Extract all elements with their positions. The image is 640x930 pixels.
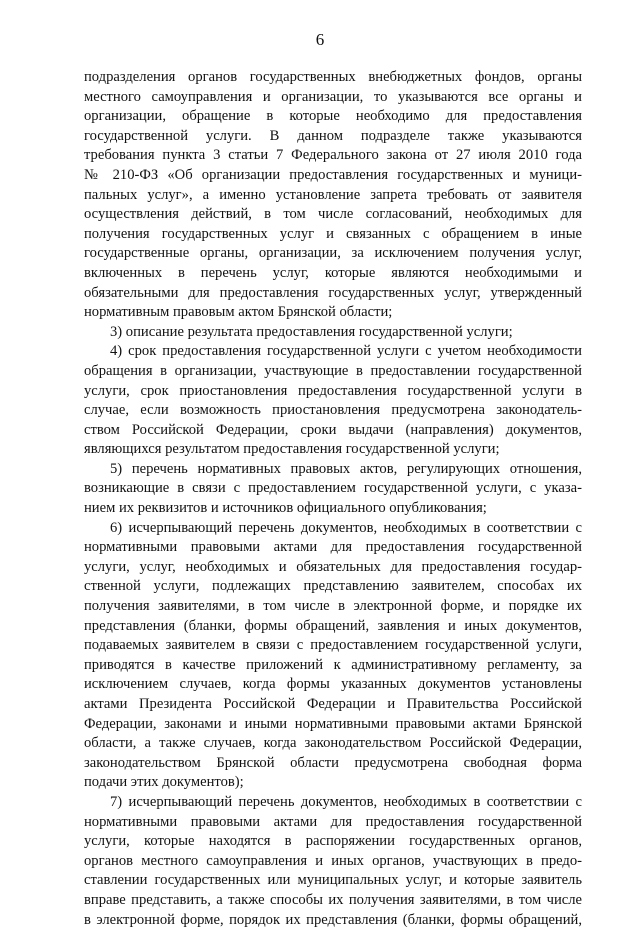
- text-line: услуги, услуг, необходимых и обязательных для предоставления государ-: [84, 558, 582, 575]
- text-line: включенных в перечень услуг, которые являются необходимыми и: [84, 264, 582, 281]
- text-line: ставлении государственных или муниципальных услуг, и которые заявитель: [84, 872, 582, 889]
- text-line: пальных услуг», а именно установление запрета требовать от заявителя: [84, 186, 582, 203]
- paragraph-1: [84, 68, 582, 323]
- paragraph-item-3: [84, 323, 582, 343]
- page-number: 6: [315, 30, 325, 49]
- document-body: [84, 68, 582, 930]
- text-line: законодательством Брянской области предусмотрена свободная форма: [84, 754, 582, 771]
- text-line: случае, если возможность приостановления предусмотрена законодатель-: [84, 402, 582, 419]
- text-line: представления (бланки, формы обращений, заявления и иных документов,: [84, 617, 582, 634]
- text-line: подачи этих документов);: [84, 774, 244, 791]
- text-line: Федерации, законами и иными нормативными правовыми актами Брянской: [84, 715, 582, 732]
- text-line: услуги, которые находятся в распоряжении государственных органов,: [84, 833, 582, 850]
- text-line: 6) исчерпывающий перечень документов, необходимых в соответствии с: [110, 519, 582, 536]
- text-line: органов местного самоуправления и иных органов, участвующих в предо-: [84, 852, 582, 869]
- paragraph-item-7: [84, 793, 582, 930]
- text-line: возникающие в связи с предоставлением государственной услуги, с указа-: [84, 480, 582, 497]
- text-line: получения государственных услуг и связанных с обращением в иные: [84, 225, 582, 242]
- text-line: в электронной форме, порядок их представления (бланки, формы обращений,: [84, 911, 582, 928]
- text-line: нормативными правовыми актами для предоставления государственной: [84, 539, 582, 556]
- paragraph-item-4: [84, 342, 582, 460]
- text-line: государственной услуги. В данном подразделе также указываются: [84, 127, 582, 144]
- paragraph-item-6: [84, 519, 582, 793]
- text-line: местного самоуправления и организации, то указываются все органы и: [84, 88, 582, 105]
- text-line: ством Российской Федерации, сроки выдачи (направления) документов,: [84, 421, 582, 438]
- text-line: нием их реквизитов и источников официального опубликования;: [84, 500, 487, 517]
- text-line: 3) описание результата предоставления государственной услуги;: [110, 323, 513, 340]
- text-line: актами Президента Российской Федерации и Правительства Российской: [84, 696, 582, 712]
- text-line: 7) исчерпывающий перечень документов, необходимых в соответствии с: [110, 793, 582, 810]
- text-line: обязательными для предоставления государственных услуг, утвержденный: [84, 284, 582, 301]
- text-line: организации, обращение в которые необходимо для предоставления: [84, 108, 582, 125]
- text-line: являющихся результатом предоставления государственной услуги;: [84, 441, 500, 458]
- text-line: подразделения органов государственных внебюджетных фондов, органы: [84, 69, 582, 85]
- text-line: вправе представить, а также способы их получения заявителями, в том числе: [84, 891, 582, 908]
- text-line: 4) срок предоставления государственной услуги с учетом необходимости: [110, 343, 582, 360]
- text-line: ственной услуги, подлежащих представлению заявителем, способах их: [84, 578, 582, 595]
- text-line: требования пункта 3 статьи 7 Федерального закона от 27 июля 2010 года: [84, 147, 582, 164]
- text-line: государственные органы, организации, за исключением получения услуг,: [84, 245, 582, 262]
- text-line: нормативным правовым актом Брянской области;: [84, 304, 393, 321]
- text-line: нормативными правовыми актами для предоставления государственной: [84, 813, 582, 830]
- text-line: № 210-ФЗ «Об организации предоставления государственных и муници-: [84, 166, 582, 183]
- text-line: области, а также случаев, когда законодательством Российской Федерации,: [84, 735, 582, 752]
- text-line: получения заявителями, в том числе в электронной форме, и порядке их: [84, 598, 582, 615]
- text-line: 5) перечень нормативных правовых актов, регулирующих отношения,: [110, 460, 582, 477]
- text-line: приводятся в качестве приложений к административному регламенту, за: [84, 656, 582, 673]
- text-line: исключением случаев, когда формы указанных документов установлены: [84, 676, 582, 693]
- paragraph-item-5: [84, 460, 582, 519]
- text-line: осуществления действий, в том числе согласований, необходимых для: [84, 206, 582, 223]
- text-line: услуги, срок приостановления предоставления государственной услуги в: [84, 382, 582, 399]
- text-line: обращения в организации, участвующие в предоставлении государственной: [84, 362, 582, 379]
- text-line: подаваемых заявителем в связи с предоставлением государственной услуги,: [84, 637, 582, 654]
